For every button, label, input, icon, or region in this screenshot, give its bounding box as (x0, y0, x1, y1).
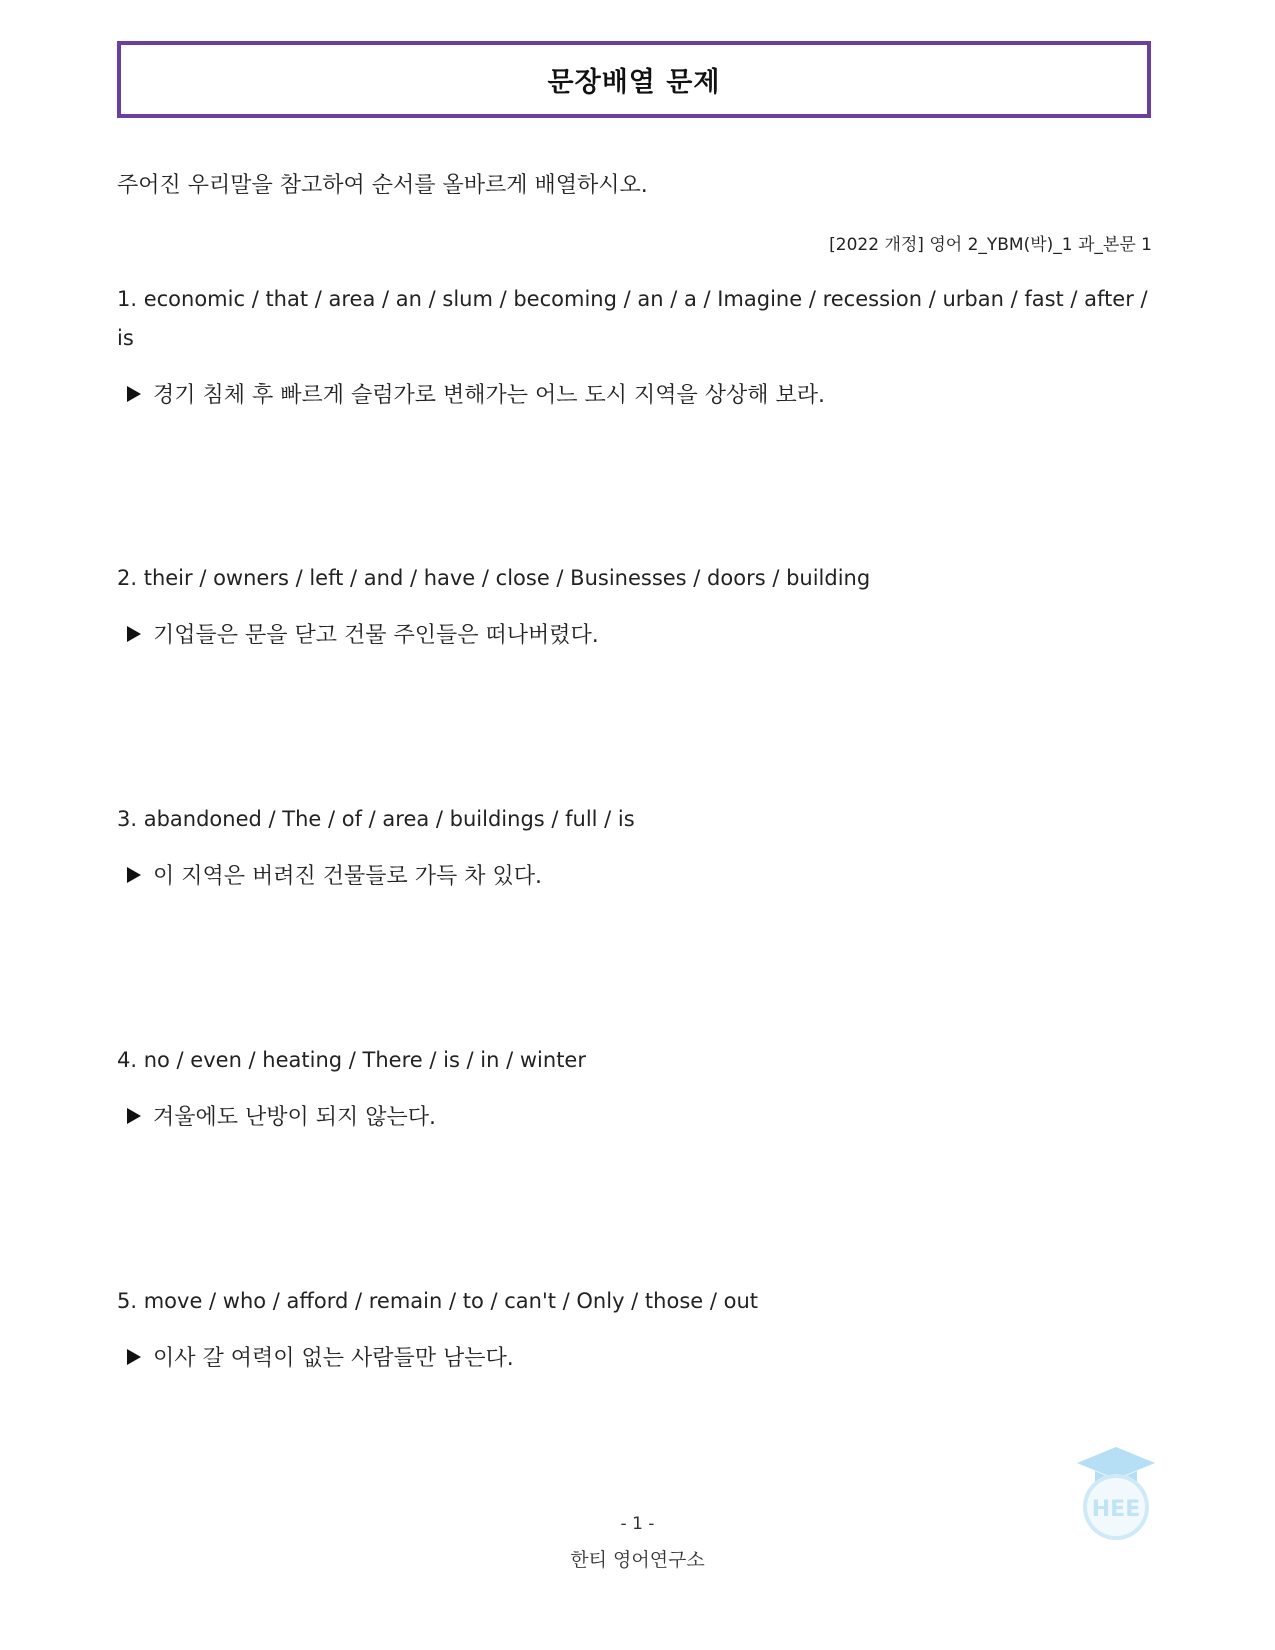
organization-name: 한티 영어연구소 (570, 1549, 705, 1571)
question-3 (117, 800, 1157, 890)
question-5-hint-text: 이사 갈 여력이 없는 사람들만 남는다. (153, 1346, 514, 1371)
question-5-prompt: 5. move / who / afford / remain / to / can't / Only / those / out (117, 1289, 759, 1313)
question-2 (117, 559, 1157, 649)
question-5-hint (117, 1341, 1157, 1372)
question-3-hint-text: 이 지역은 버려진 건물들로 가득 차 있다. (153, 864, 542, 889)
question-2-hint (117, 618, 1157, 649)
question-1-hint (117, 378, 1157, 409)
page-title: 문장배열 문제 (547, 67, 721, 98)
question-4-hint-text: 겨울에도 난방이 되지 않는다. (153, 1105, 436, 1130)
question-1 (117, 280, 1157, 409)
question-2-hint-text: 기업들은 문을 닫고 건물 주인들은 떠나버렸다. (153, 623, 599, 648)
question-5 (117, 1282, 1157, 1372)
question-1-hint-text: 경기 침체 후 빠르게 슬럼가로 변해가는 어느 도시 지역을 상상해 보라. (153, 383, 825, 408)
source-label: [2022 개정] 영어 2_YBM(박)_1 과_본문 1 (829, 235, 1152, 255)
question-1-prompt: 1. economic / that / area / an / slum / becoming / an / a / Imagine / recession / urban / fast / after / is (117, 287, 1148, 350)
play-arrow-icon (127, 1108, 141, 1124)
question-3-hint (117, 859, 1157, 890)
play-arrow-icon (127, 626, 141, 642)
title-box (117, 41, 1151, 118)
question-2-prompt: 2. their / owners / left / and / have / close / Businesses / doors / building (117, 566, 871, 590)
logo-text: HEE (1091, 1497, 1141, 1522)
question-3-prompt: 3. abandoned / The / of / area / buildings / full / is (117, 807, 635, 831)
play-arrow-icon (127, 1349, 141, 1365)
question-4-prompt: 4. no / even / heating / There / is / in / winter (117, 1048, 586, 1072)
page-number: - 1 - (620, 1514, 655, 1534)
play-arrow-icon (127, 386, 141, 402)
question-4-hint (117, 1100, 1157, 1131)
play-arrow-icon (127, 867, 141, 883)
instruction-text: 주어진 우리말을 참고하여 순서를 올바르게 배열하시오. (117, 173, 648, 198)
question-4 (117, 1041, 1157, 1131)
